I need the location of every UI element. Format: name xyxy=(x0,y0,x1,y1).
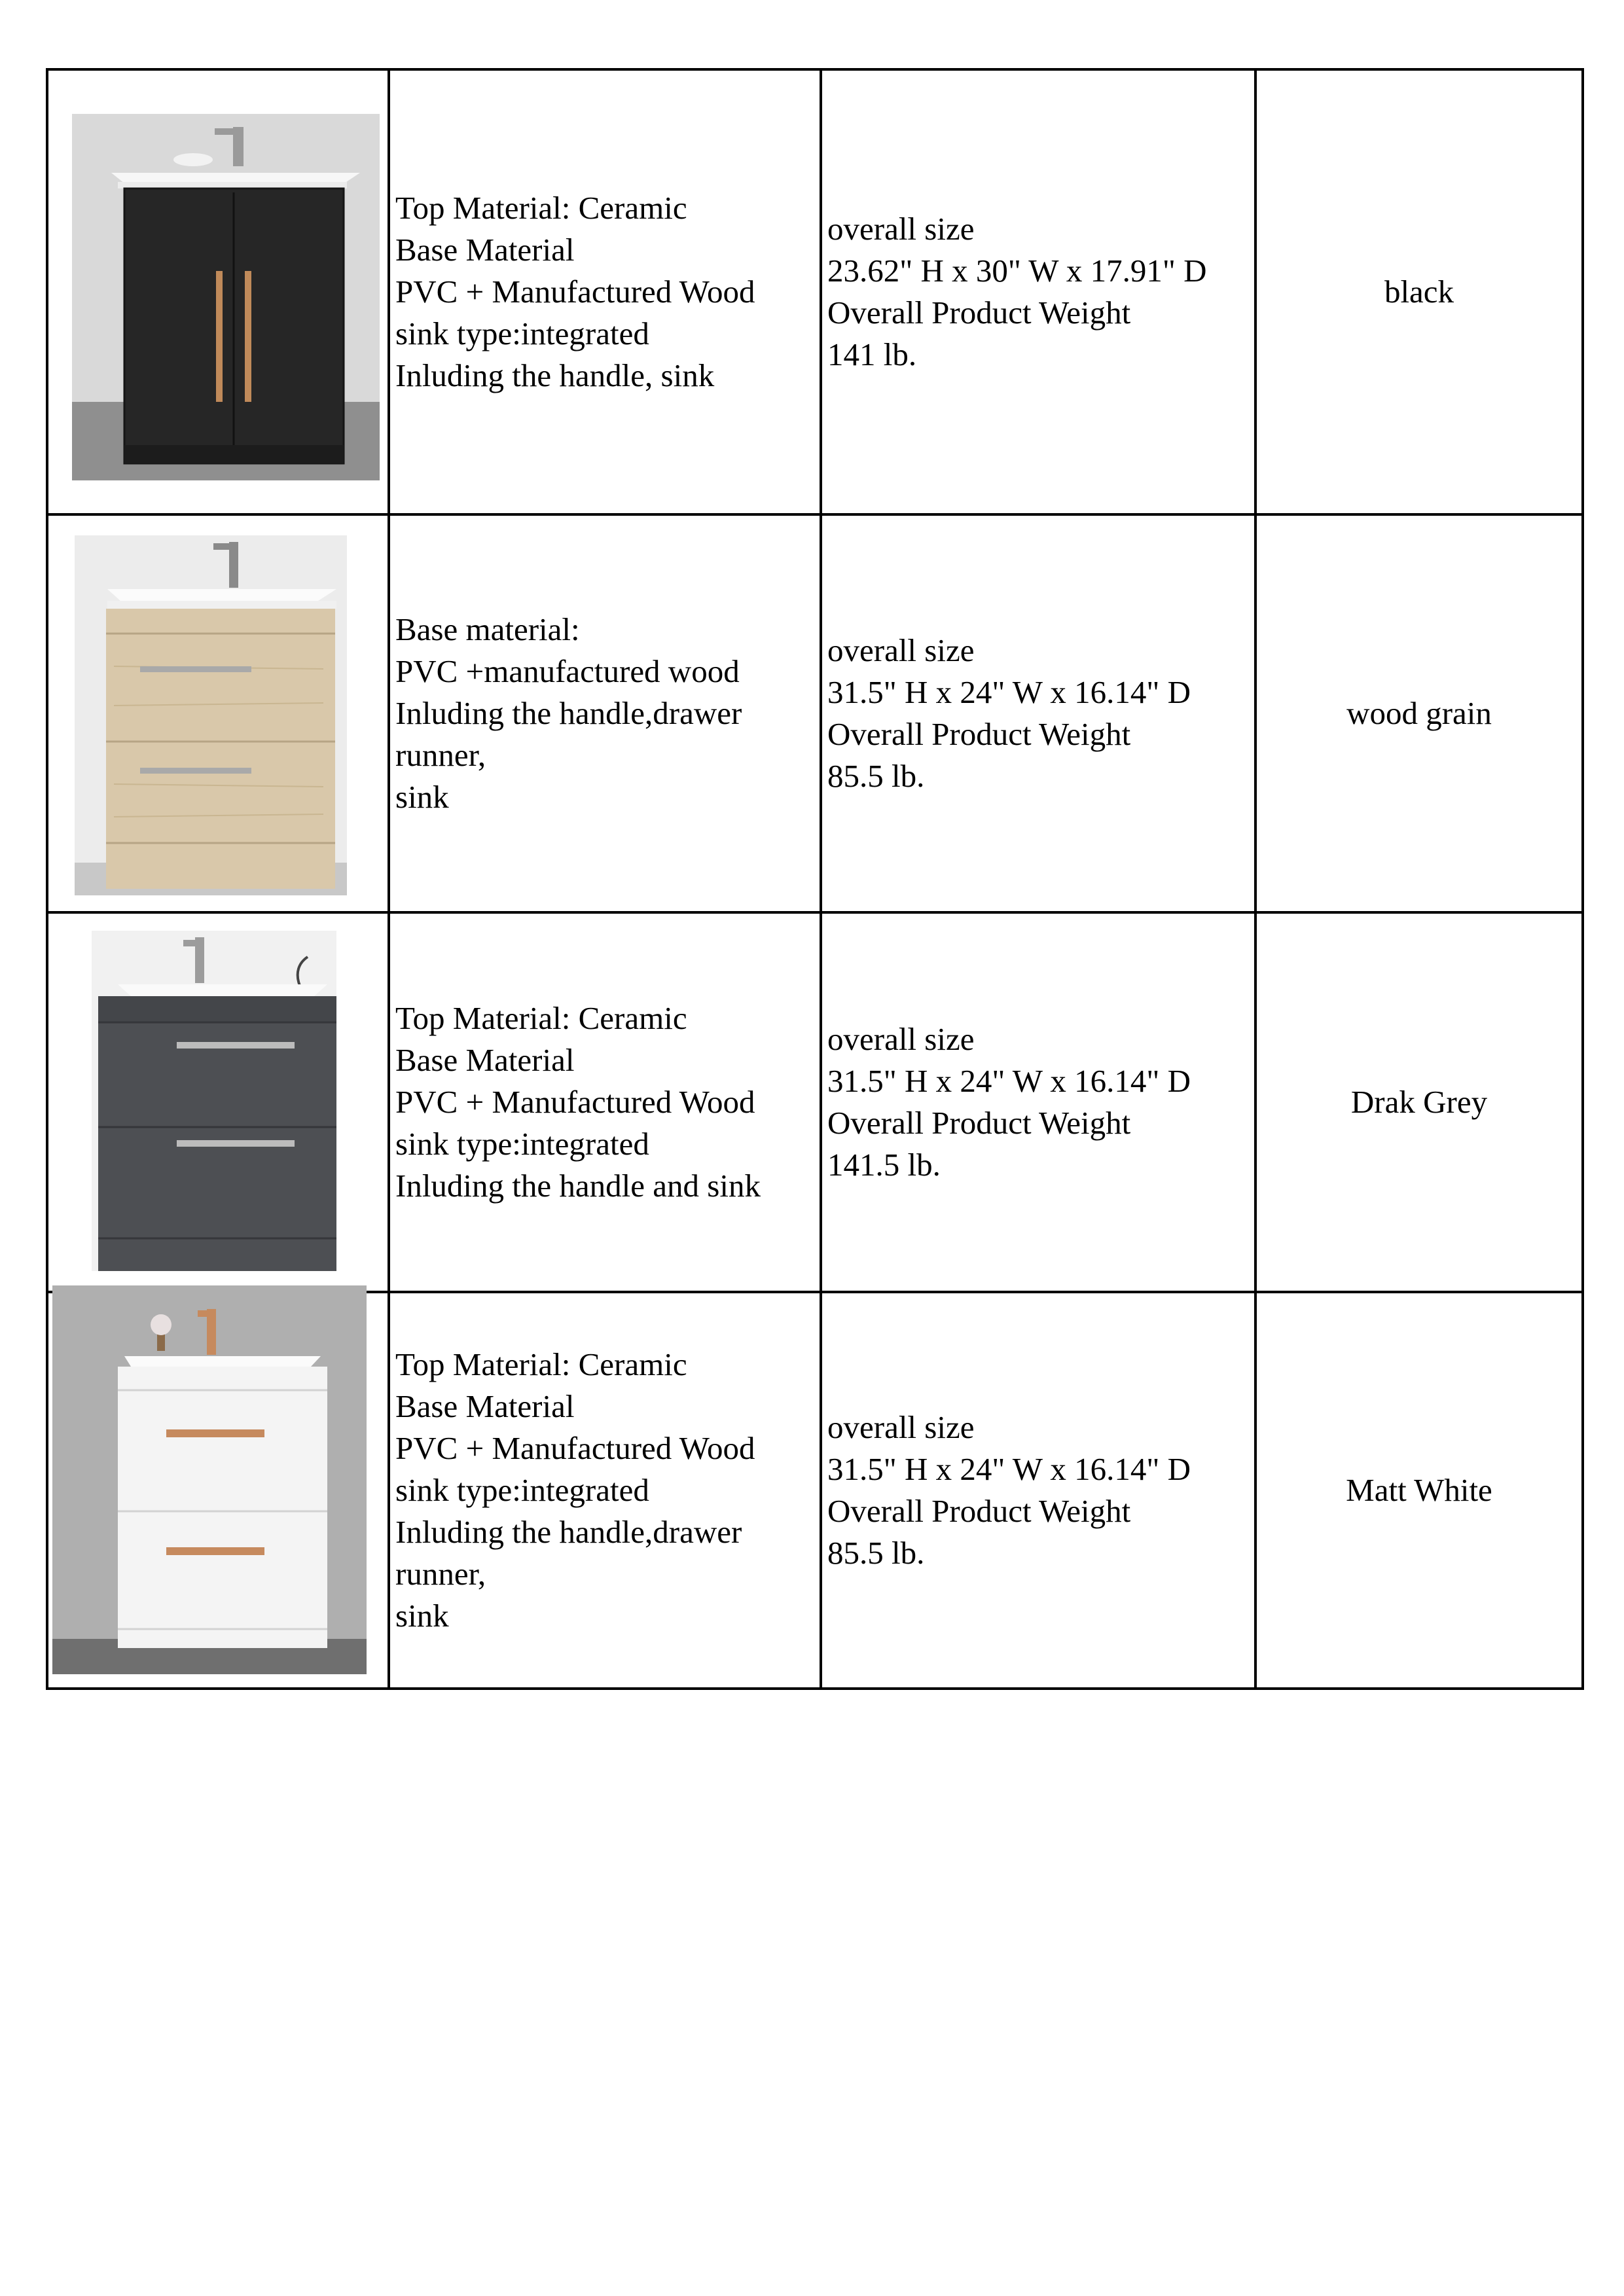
material-line: sink type:integrated xyxy=(395,315,649,351)
size-cell xyxy=(821,514,1255,912)
material-line: Base Material xyxy=(395,1388,575,1424)
material-cell xyxy=(389,1292,821,1689)
size-line: overall size xyxy=(827,632,975,668)
size-line: 85.5 lb. xyxy=(827,1535,925,1571)
size-line: overall size xyxy=(827,211,975,247)
color-cell: Drak Grey xyxy=(1255,912,1583,1292)
material-line: Inluding the handle,drawer xyxy=(395,695,742,731)
material-line: Inluding the handle,drawer xyxy=(395,1514,742,1550)
material-line: Top Material: Ceramic xyxy=(395,1346,687,1382)
vanity-matt-white-two-drawer-icon xyxy=(52,1285,367,1674)
material-line: Base Material xyxy=(395,232,575,268)
material-line: PVC +manufactured wood xyxy=(395,653,740,689)
color-cell: black xyxy=(1255,69,1583,514)
size-line: 31.5" H x 24" W x 16.14" D xyxy=(827,674,1191,710)
material-cell xyxy=(389,912,821,1292)
table-row xyxy=(47,1292,1583,1689)
color-cell: Matt White xyxy=(1255,1292,1583,1689)
size-line: Overall Product Weight xyxy=(827,716,1131,752)
size-line: Overall Product Weight xyxy=(827,1493,1131,1529)
product-spec-table xyxy=(46,68,1584,1690)
material-line: sink type:integrated xyxy=(395,1472,649,1508)
size-line: Overall Product Weight xyxy=(827,295,1131,331)
size-cell xyxy=(821,1292,1255,1689)
material-cell xyxy=(389,69,821,514)
color-cell: wood grain xyxy=(1255,514,1583,912)
vanity-dark-grey-two-drawer-icon xyxy=(92,931,336,1271)
size-cell xyxy=(821,69,1255,514)
material-line: runner, xyxy=(395,1556,486,1592)
size-line: 85.5 lb. xyxy=(827,758,925,794)
table-row xyxy=(47,69,1583,514)
table-row xyxy=(47,514,1583,912)
material-line: Base Material xyxy=(395,1042,575,1078)
material-line: sink xyxy=(395,1598,449,1634)
size-line: Overall Product Weight xyxy=(827,1105,1131,1141)
product-image-cell xyxy=(47,514,389,912)
size-line: 141 lb. xyxy=(827,336,917,372)
material-line: Inluding the handle and sink xyxy=(395,1168,761,1204)
material-line: Base material: xyxy=(395,611,580,647)
product-image-cell xyxy=(47,69,389,514)
material-line: PVC + Manufactured Wood xyxy=(395,274,755,310)
material-line: sink type:integrated xyxy=(395,1126,649,1162)
product-image-cell xyxy=(47,912,389,1292)
material-line: runner, xyxy=(395,737,486,773)
size-line: 23.62" H x 30" W x 17.91" D xyxy=(827,253,1207,289)
material-cell xyxy=(389,514,821,912)
size-line: overall size xyxy=(827,1409,975,1445)
material-line: sink xyxy=(395,779,449,815)
product-image-cell xyxy=(47,1292,389,1689)
size-cell xyxy=(821,912,1255,1292)
size-line: 141.5 lb. xyxy=(827,1147,941,1183)
table-row xyxy=(47,912,1583,1292)
size-line: 31.5" H x 24" W x 16.14" D xyxy=(827,1063,1191,1099)
vanity-black-two-door-icon xyxy=(72,114,380,480)
material-line: PVC + Manufactured Wood xyxy=(395,1084,755,1120)
vanity-wood-grain-two-drawer-icon xyxy=(75,535,347,895)
material-line: Inluding the handle, sink xyxy=(395,357,715,393)
material-line: PVC + Manufactured Wood xyxy=(395,1430,755,1466)
material-line: Top Material: Ceramic xyxy=(395,1000,687,1036)
material-line: Top Material: Ceramic xyxy=(395,190,687,226)
size-line: 31.5" H x 24" W x 16.14" D xyxy=(827,1451,1191,1487)
size-line: overall size xyxy=(827,1021,975,1057)
